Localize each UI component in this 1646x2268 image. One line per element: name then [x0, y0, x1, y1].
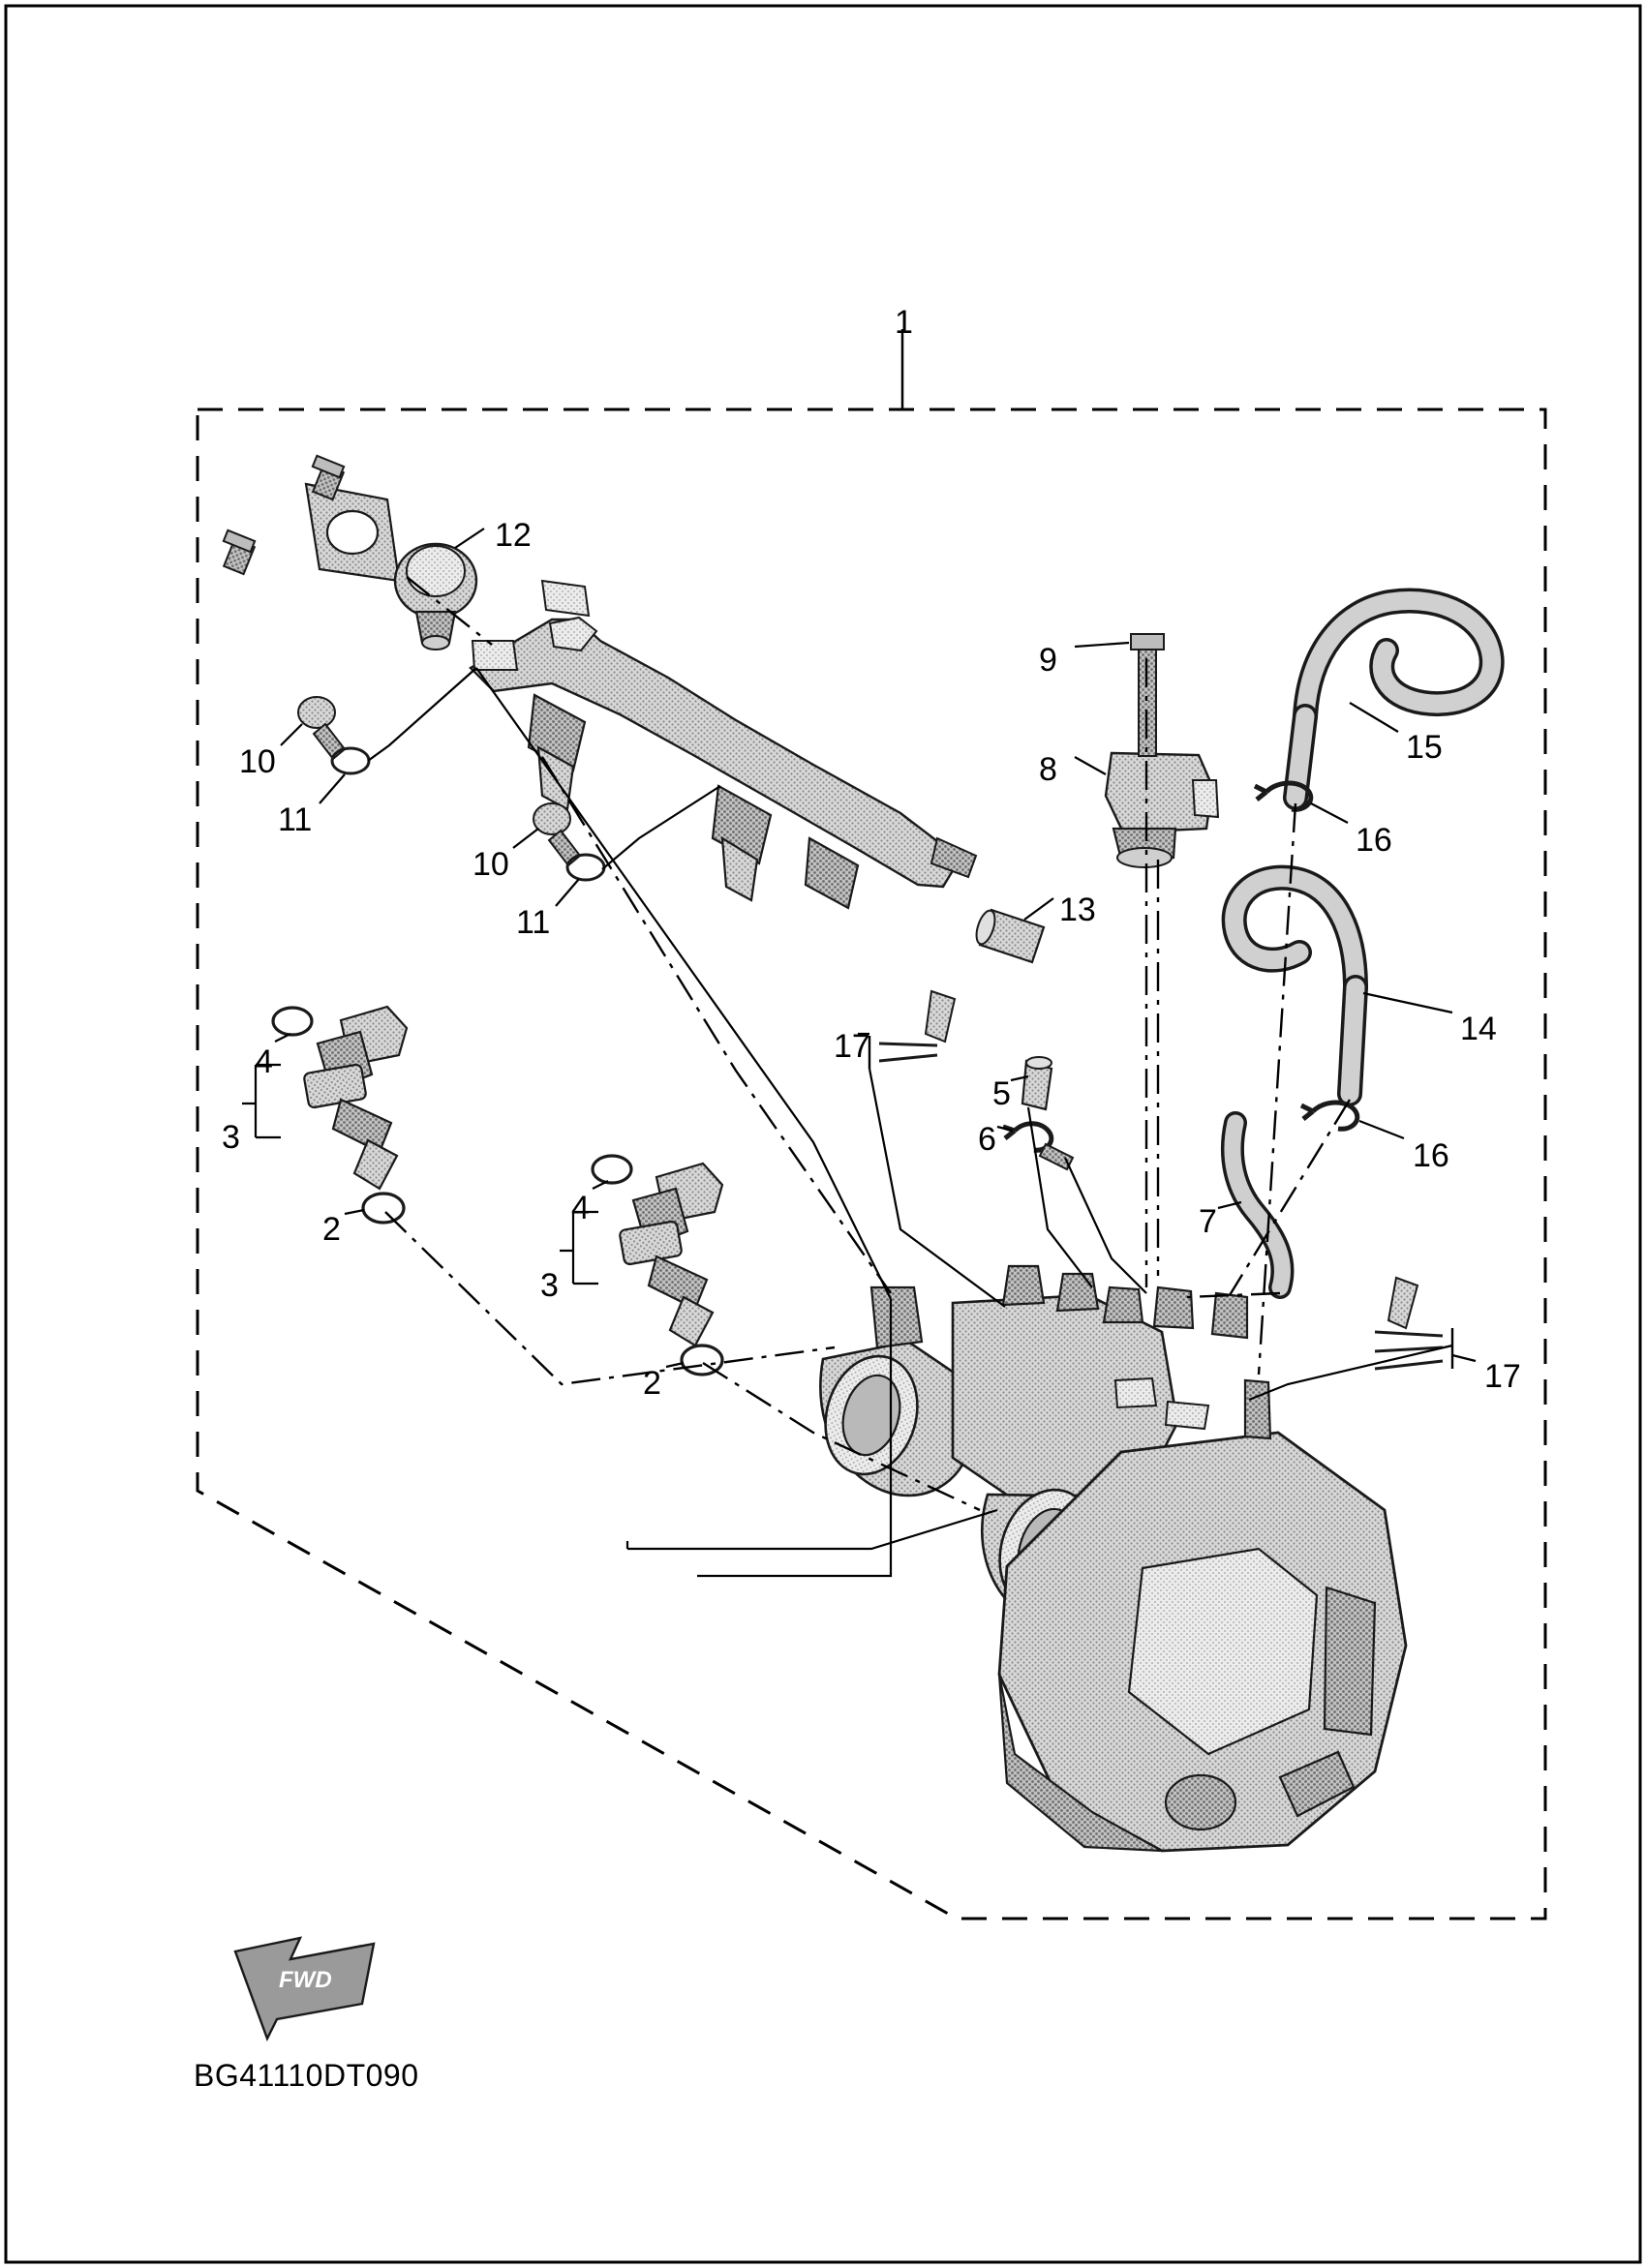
callout-5: 5 [992, 1075, 1011, 1112]
callout-6: 6 [978, 1121, 996, 1158]
callout-3-b: 3 [540, 1267, 559, 1304]
washer-11-a [332, 748, 369, 773]
bolt-10-a [298, 697, 345, 759]
tb-linkage [1115, 1378, 1156, 1407]
callout-13: 13 [1059, 892, 1096, 928]
injector-upper [303, 1007, 407, 1189]
wire-clip-17-a [869, 991, 955, 1069]
throttle-body-main [812, 1266, 1406, 1851]
rail-tab-b [542, 581, 589, 616]
gasket-hole [327, 511, 378, 554]
hose-14-tail [1350, 987, 1356, 1094]
callout-4-b: 4 [571, 1190, 590, 1226]
callout-14: 14 [1460, 1011, 1497, 1047]
pressure-regulator [395, 544, 476, 650]
hose-clip-16-b [1301, 1103, 1357, 1129]
callout-10-b: 10 [472, 846, 509, 883]
plate-bolt-lower [224, 530, 255, 574]
seal-4-a [273, 1008, 312, 1035]
spacer-13 [973, 908, 1044, 962]
tb-port-b [1057, 1274, 1098, 1311]
tb-port-e [1212, 1293, 1247, 1338]
callout-15: 15 [1406, 729, 1443, 766]
tb-port-d [1154, 1287, 1193, 1328]
bolt-10-b [533, 803, 580, 865]
callout-4-a: 4 [255, 1043, 273, 1080]
tb-stub-left [871, 1287, 922, 1347]
callout-2-a: 2 [322, 1211, 341, 1248]
callout-16-b: 16 [1413, 1137, 1449, 1174]
rail-tab-a [472, 641, 517, 670]
tb-port-c [1104, 1287, 1143, 1322]
callout-10-a: 10 [239, 743, 276, 780]
cap-5 [1022, 1057, 1052, 1109]
tb-port-a [1003, 1266, 1044, 1305]
part-code-label: BG41110DT090 [194, 2058, 419, 2093]
o-ring-2-a [363, 1194, 404, 1223]
engine-boss [1166, 1775, 1235, 1830]
tb-linkage-2 [1166, 1402, 1208, 1429]
callout-16-a: 16 [1356, 822, 1392, 859]
fwd-label: FWD [279, 1967, 332, 1993]
seal-4-b [593, 1156, 631, 1183]
callout-17-a: 17 [834, 1028, 870, 1065]
injector-lower [619, 1164, 722, 1346]
callout-12: 12 [495, 517, 532, 554]
rail-cup-c [806, 838, 858, 908]
callout-7: 7 [1199, 1203, 1217, 1240]
callout-11-b: 11 [516, 904, 551, 941]
callout-2-b: 2 [643, 1365, 661, 1402]
callout-9: 9 [1039, 642, 1057, 679]
engine-fin-a [1325, 1588, 1375, 1735]
callout-17-b: 17 [1484, 1358, 1521, 1395]
washer-11-b [567, 855, 604, 880]
engine-nipple [1245, 1380, 1270, 1438]
hose-7 [1233, 1123, 1283, 1287]
sensor-8 [1106, 753, 1218, 867]
rail-cup-b [713, 786, 771, 900]
callout-11-a: 11 [278, 801, 313, 838]
callout-8: 8 [1039, 751, 1057, 788]
callout-1: 1 [895, 304, 913, 341]
callout-3-a: 3 [222, 1119, 240, 1156]
